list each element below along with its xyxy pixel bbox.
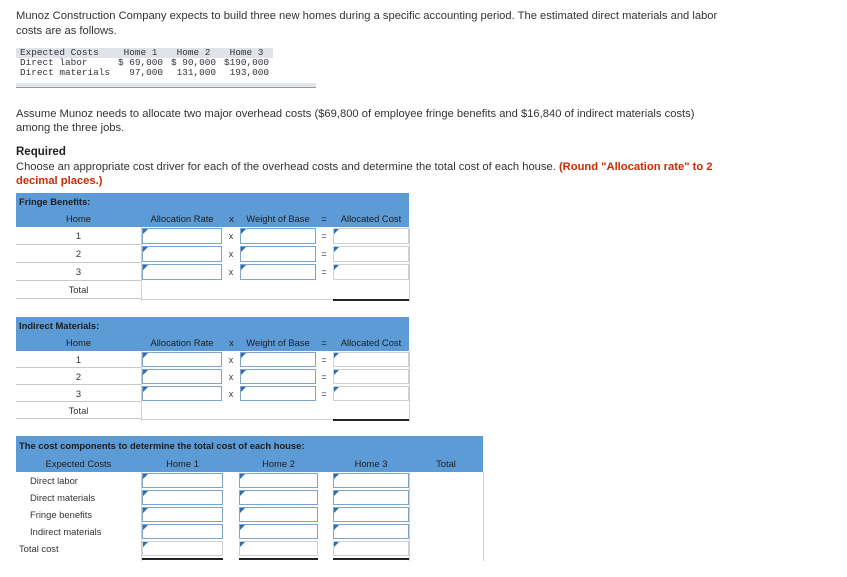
times-symbol: x xyxy=(228,267,234,277)
assumption-text: Assume Munoz needs to allocate two major overhead costs ($69,800 of employee fringe benefits and $16,840 of indirect materials costs) among the three jobs. xyxy=(16,108,695,134)
times-symbol: x xyxy=(228,355,234,365)
home-2-direct-materials-input[interactable] xyxy=(239,490,318,505)
col-header: Home 3 xyxy=(220,48,273,58)
weight-of-base-input[interactable] xyxy=(240,264,316,280)
cost-row-label: Direct labor xyxy=(30,475,78,486)
home-3-direct-materials-input[interactable] xyxy=(333,490,409,505)
home-3-indirect-materials-input[interactable] xyxy=(333,524,409,539)
section-title: The cost components to determine the total cost of each house: xyxy=(16,436,483,455)
home-3-total-cost-cell[interactable] xyxy=(333,541,409,556)
equals-symbol: = xyxy=(321,231,327,241)
column-divider xyxy=(141,227,142,301)
rounding-note: (Round "Allocation rate" to 2 decimal places.) xyxy=(16,161,713,187)
row-divider xyxy=(141,299,333,300)
cell-value: 131,000 xyxy=(176,67,217,78)
allocation-rate-input[interactable] xyxy=(142,228,222,244)
cost-row-label: Direct materials xyxy=(30,492,96,503)
required-heading: Required xyxy=(16,146,66,158)
allocation-rate-input[interactable] xyxy=(142,352,222,367)
col-header: Home 2 xyxy=(167,48,220,58)
allocated-cost-cell[interactable] xyxy=(333,246,409,262)
col-header-allocated: Allocated Cost xyxy=(340,213,402,224)
total-underline xyxy=(333,419,409,421)
allocated-cost-cell[interactable] xyxy=(333,369,409,384)
col-header-equals: = xyxy=(321,337,327,348)
col-header-times: x xyxy=(229,337,234,348)
table-divider xyxy=(16,83,316,88)
equals-symbol: = xyxy=(321,249,327,259)
allocated-cost-cell[interactable] xyxy=(333,386,409,401)
home-3-fringe-benefits-input[interactable] xyxy=(333,507,409,522)
cost-row-label: Indirect materials xyxy=(30,526,102,537)
allocation-rate-input[interactable] xyxy=(142,386,222,401)
home-2-total-cost-cell[interactable] xyxy=(239,541,318,556)
home-1-direct-labor-input[interactable] xyxy=(142,473,223,488)
cell-value: 97,000 xyxy=(129,67,164,78)
weight-of-base-input[interactable] xyxy=(240,386,316,401)
home-2-direct-labor-input[interactable] xyxy=(239,473,318,488)
allocated-cost-cell[interactable] xyxy=(333,228,409,244)
col-header-home-3: Home 3 xyxy=(354,458,388,469)
col-header-total: Total xyxy=(436,458,456,469)
col-header: Home 1 xyxy=(114,48,167,58)
cell-value: 193,000 xyxy=(229,67,270,78)
col-header-weight: Weight of Base xyxy=(246,337,310,348)
column-divider xyxy=(141,351,142,421)
total-underline xyxy=(333,558,409,560)
cost-row-label: Fringe benefits xyxy=(30,509,93,520)
indirect-materials-table xyxy=(16,317,409,421)
col-header-expected-costs: Expected Costs xyxy=(45,458,112,469)
allocated-cost-cell[interactable] xyxy=(333,264,409,280)
required-instructions xyxy=(16,160,716,188)
total-underline xyxy=(142,558,223,560)
col-header-home: Home xyxy=(65,213,91,224)
column-divider xyxy=(409,351,410,421)
column-divider xyxy=(409,227,410,301)
row-divider xyxy=(141,419,333,420)
equals-symbol: = xyxy=(321,355,327,365)
allocation-rate-input[interactable] xyxy=(142,246,222,262)
col-header-weight: Weight of Base xyxy=(246,213,310,224)
times-symbol: x xyxy=(228,231,234,241)
total-underline xyxy=(239,558,318,560)
equals-symbol: = xyxy=(321,389,327,399)
home-3-direct-labor-input[interactable] xyxy=(333,473,409,488)
cell-value: $ 90,000 xyxy=(171,57,217,68)
home-2-indirect-materials-input[interactable] xyxy=(239,524,318,539)
fringe-benefits-table xyxy=(16,193,409,301)
col-header-equals: = xyxy=(321,213,327,224)
cost-components-table xyxy=(16,436,483,561)
allocation-rate-input[interactable] xyxy=(142,369,222,384)
column-divider xyxy=(141,472,142,561)
required-text: Choose an appropriate cost driver for each of the overhead costs and determine the total cost of each house. xyxy=(16,161,556,173)
total-cell: Total xyxy=(16,281,141,299)
times-symbol: x xyxy=(228,372,234,382)
times-symbol: x xyxy=(228,389,234,399)
total-underline xyxy=(333,299,409,301)
equals-symbol: = xyxy=(321,372,327,382)
home-1-total-cost-cell[interactable] xyxy=(142,541,223,556)
row-label: Direct labor xyxy=(20,57,88,68)
home-2-fringe-benefits-input[interactable] xyxy=(239,507,318,522)
col-header: Expected Costs xyxy=(16,48,114,58)
times-symbol: x xyxy=(228,249,234,259)
equals-symbol: = xyxy=(321,267,327,277)
home-1-fringe-benefits-input[interactable] xyxy=(142,507,223,522)
col-header-rate: Allocation Rate xyxy=(150,337,214,348)
cell-value: $190,000 xyxy=(224,57,270,68)
table-row xyxy=(16,68,273,78)
column-divider xyxy=(409,472,410,561)
col-header-home-2: Home 2 xyxy=(262,458,295,469)
home-cell: 3 xyxy=(16,263,141,281)
cell-value: $ 69,000 xyxy=(118,57,164,68)
allocated-cost-cell[interactable] xyxy=(333,352,409,367)
home-cell: 1 xyxy=(16,351,141,368)
weight-of-base-input[interactable] xyxy=(240,228,316,244)
weight-of-base-input[interactable] xyxy=(240,369,316,384)
weight-of-base-input[interactable] xyxy=(240,352,316,367)
section-title: Fringe Benefits: xyxy=(16,193,409,210)
home-1-indirect-materials-input[interactable] xyxy=(142,524,223,539)
expected-costs-table xyxy=(16,48,273,78)
col-header-home: Home xyxy=(65,337,91,348)
col-header-allocated: Allocated Cost xyxy=(340,337,402,348)
home-cell: 1 xyxy=(16,227,141,245)
col-header-times: x xyxy=(229,213,234,224)
col-header-rate: Allocation Rate xyxy=(150,213,214,224)
col-header-home-1: Home 1 xyxy=(166,458,199,469)
home-cell: 2 xyxy=(16,245,141,263)
section-title: Indirect Materials: xyxy=(16,317,409,334)
weight-of-base-input[interactable] xyxy=(240,246,316,262)
home-1-direct-materials-input[interactable] xyxy=(142,490,223,505)
total-cost-label: Total cost xyxy=(19,543,59,554)
column-divider xyxy=(483,472,484,561)
home-cell: 3 xyxy=(16,385,141,402)
total-cell: Total xyxy=(16,402,141,419)
row-label: Direct materials xyxy=(20,67,111,78)
intro-text: Munoz Construction Company expects to build three new homes during a specific accounting period. The estimated direct materials and labor costs are as follows. xyxy=(16,10,718,37)
home-cell: 2 xyxy=(16,368,141,385)
allocation-rate-input[interactable] xyxy=(142,264,222,280)
